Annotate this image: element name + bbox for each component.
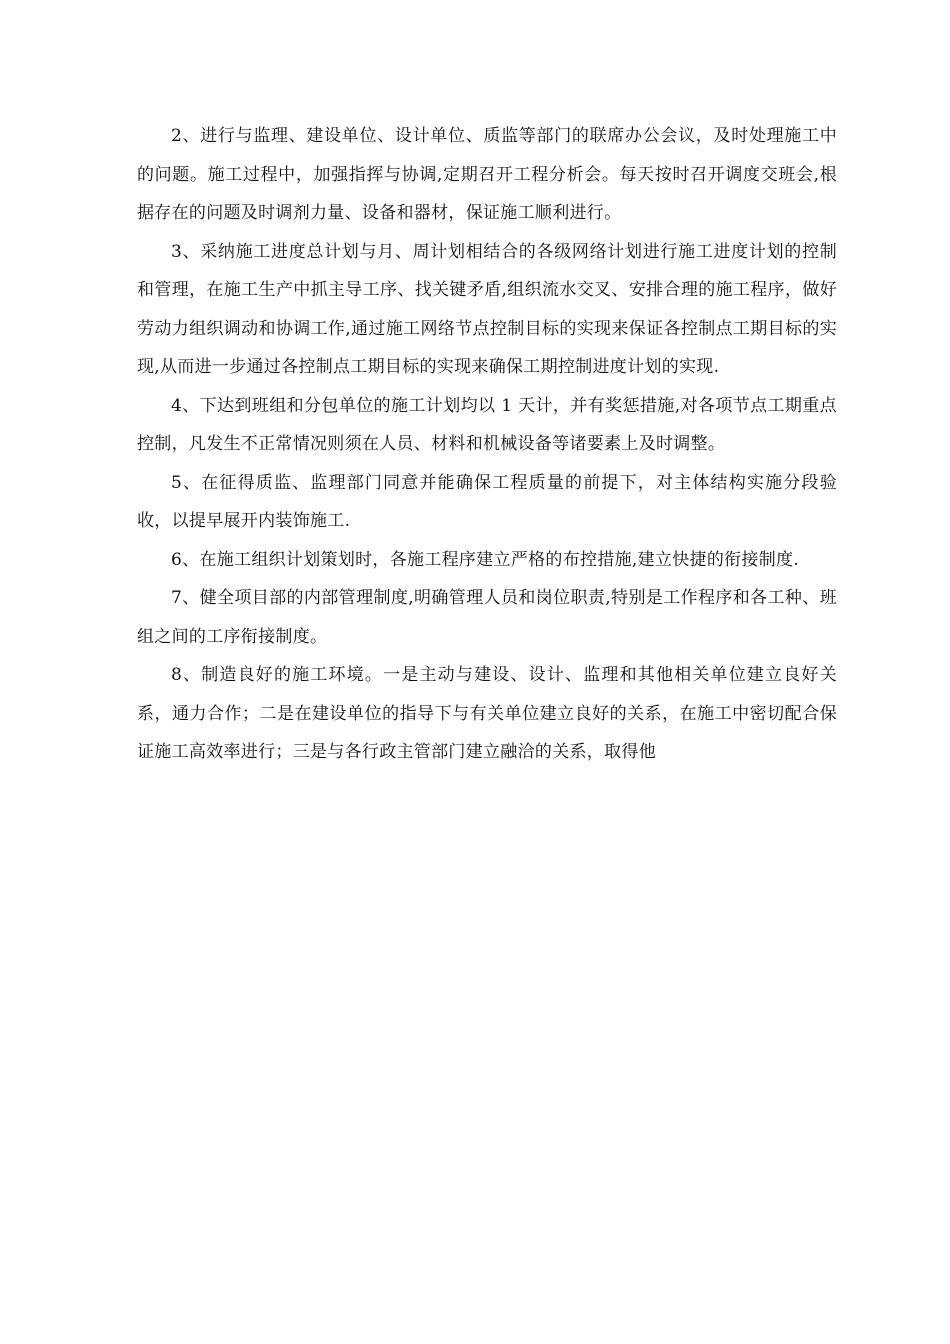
paragraph-7: 7、健全项目部的内部管理制度,明确管理人员和岗位职责,特别是工作程序和各工种、班组之间的工序衔接制度。: [137, 588, 837, 647]
paragraph-4: 4、下达到班组和分包单位的施工计划均以 1 天计，并有奖惩措施,对各项节点工期重点控制，凡发生不正常情况则须在人员、材料和机械设备等诸要素上及时调整。: [137, 395, 837, 454]
paragraph-8: 8、制造良好的施工环境。一是主动与建设、设计、监理和其他相关单位建立良好关系，通力合作；二是在建设单位的指导下与有关单位建立良好的关系，在施工中密切配合保证施工高效率进行；三是与各行政主管部门建立融洽的关系，取得他: [137, 665, 837, 762]
paragraph-3: 3、采纳施工进度总计划与月、周计划相结合的各级网络计划进行施工进度计划的控制和管理，在施工生产中抓主导工序、找关键矛盾,组织流水交叉、安排合理的施工程序，做好劳动力组织调动和协调工作,通过施工网络节点控制目标的实现来保证各控制点工期目标的实现,从而进一步通过各控制点工期目标的实现来确保工期控制进度计划的实现.: [137, 241, 837, 377]
paragraph-5: 5、在征得质监、监理部门同意并能确保工程质量的前提下，对主体结构实施分段验收，以提早展开内装饰施工.: [137, 472, 837, 531]
paragraph-2: 2、进行与监理、建设单位、设计单位、质监等部门的联席办公会议，及时处理施工中的问题。施工过程中，加强指挥与协调,定期召开工程分析会。每天按时召开调度交班会,根据存在的问题及时调剂力量、设备和器材，保证施工顺利进行。: [137, 126, 837, 223]
document-body: [137, 117, 837, 772]
paragraph-6: 6、在施工组织计划策划时，各施工程序建立严格的布控措施,建立快捷的衔接制度.: [171, 549, 800, 570]
